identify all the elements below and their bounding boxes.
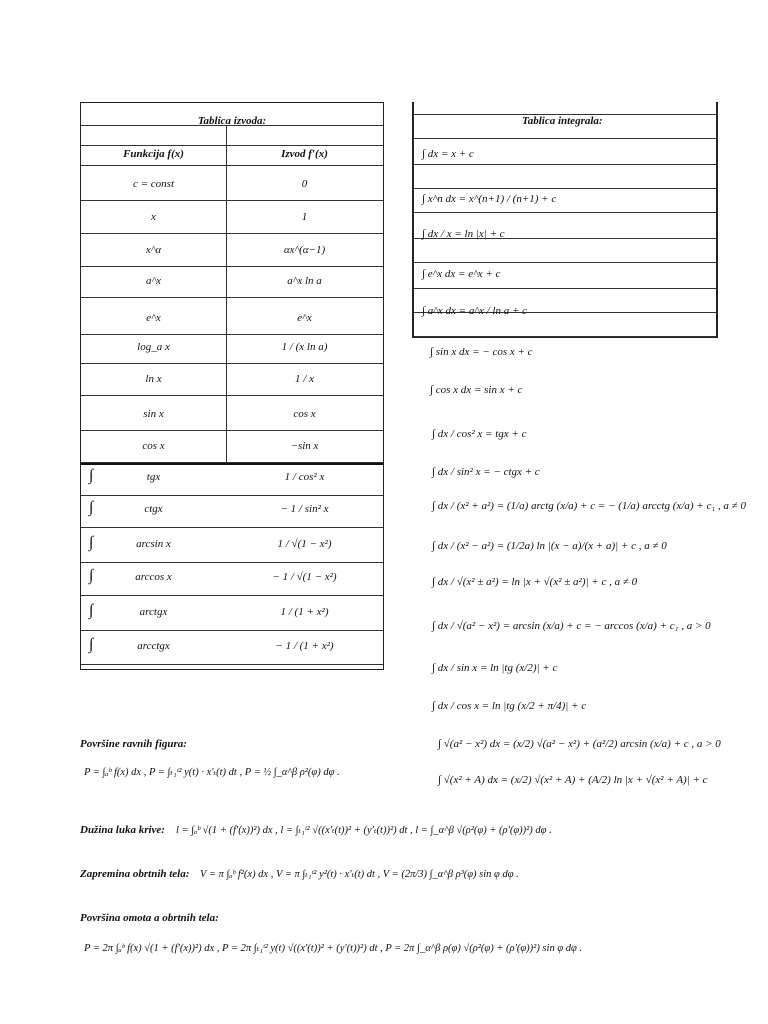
integral-formula-2: ∫ dx / x = ln |x| + c xyxy=(422,228,505,240)
integral-formula-5: ∫ sin x dx = − cos x + c xyxy=(430,346,533,358)
derivative-value-2: αx^(α−1) xyxy=(283,244,326,256)
integral-formula-1: ∫ x^n dx = x^(n+1) / (n+1) + c xyxy=(422,193,557,205)
derivative-value-3: a^x ln a xyxy=(287,275,322,287)
column-header-function: Funkcija f(x) xyxy=(123,148,184,160)
section-formula-1: l = ∫ₐᵇ √(1 + (f′(x))²) dx , l = ∫ₜ₁ᵗ² √((x′ₜ(t))² + (y′ₜ(t))²) dt , l = ∫_α^β √(ρ²(φ) + (ρ′(φ))²) dφ . xyxy=(176,825,552,836)
derivative-function-8: cos x xyxy=(142,440,165,452)
section-title-1: Dužina luka krive: xyxy=(80,824,165,836)
integral-formula-6: ∫ cos x dx = sin x + c xyxy=(430,384,523,396)
derivative-value-13: 1 / (1 + x²) xyxy=(280,606,329,618)
derivative-function-1: x xyxy=(151,211,156,223)
derivative-function-13: arctgx xyxy=(139,606,168,618)
derivative-function-9: tgx xyxy=(146,471,161,483)
derivative-value-8: −sin x xyxy=(290,440,319,452)
derivative-value-14: − 1 / (1 + x²) xyxy=(275,640,334,652)
integral-sign-icon: ∫ xyxy=(89,534,94,551)
integral-formula-15: ∫ √(a² − x²) dx = (x/2) √(a² − x²) + (a²/2) arcsin (x/a) + c , a > 0 xyxy=(438,738,721,750)
column-header-derivative: Izvod f′(x) xyxy=(281,148,328,160)
section-title-2: Zapremina obrtnih tela: xyxy=(80,868,190,880)
section-formula-2: V = π ∫ₐᵇ f²(x) dx , V = π ∫ₜ₁ᵗ² y²(t) · x′ₜ(t) dt , V = (2π/3) ∫_α^β ρ³(φ) sin φ dφ . xyxy=(200,869,519,880)
section-title-3: Površina omota a obrtnih tela: xyxy=(80,912,219,924)
derivative-table-title: Tablica izvoda: xyxy=(197,115,267,127)
derivative-function-10: ctgx xyxy=(144,503,163,515)
integral-formula-9: ∫ dx / (x² + a²) = (1/a) arctg (x/a) + c = − (1/a) arcctg (x/a) + c₁ , a ≠ 0 xyxy=(432,500,746,512)
integral-formula-16: ∫ √(x² + A) dx = (x/2) √(x² + A) + (A/2) ln |x + √(x² + A)| + c xyxy=(438,774,708,786)
integral-formula-7: ∫ dx / cos² x = tgx + c xyxy=(432,428,527,440)
derivative-table xyxy=(80,102,384,670)
integral-formula-14: ∫ dx / cos x = ln |tg (x/2 + π/4)| + c xyxy=(432,700,587,712)
derivative-function-12: arccos x xyxy=(135,571,172,583)
derivative-function-6: ln x xyxy=(145,373,162,385)
integral-sign-icon: ∫ xyxy=(89,602,94,619)
integral-formula-13: ∫ dx / sin x = ln |tg (x/2)| + c xyxy=(432,662,558,674)
derivative-value-5: 1 / (x ln a) xyxy=(281,341,328,353)
derivative-value-12: − 1 / √(1 − x²) xyxy=(272,571,337,583)
integral-formula-0: ∫ dx = x + c xyxy=(422,148,474,160)
integral-sign-icon: ∫ xyxy=(89,467,94,484)
derivative-function-0: c = const xyxy=(132,178,175,190)
integral-formula-11: ∫ dx / √(x² ± a²) = ln |x + √(x² ± a²)| + c , a ≠ 0 xyxy=(432,576,638,588)
derivative-value-9: 1 / cos² x xyxy=(284,471,325,483)
derivative-function-4: e^x xyxy=(146,312,161,324)
integral-table xyxy=(412,102,718,338)
derivative-function-2: x^α xyxy=(145,244,162,256)
integral-sign-icon: ∫ xyxy=(89,499,94,516)
derivative-value-4: e^x xyxy=(297,312,312,324)
derivative-function-5: log_a x xyxy=(137,341,170,353)
integral-formula-10: ∫ dx / (x² − a²) = (1/2a) ln |(x − a)/(x + a)| + c , a ≠ 0 xyxy=(432,540,667,552)
section-formula-0: P = ∫ₐᵇ f(x) dx , P = ∫ₜ₁ᵗ² y(t) · x′ₜ(t) dt , P = ½ ∫_α^β ρ²(φ) dφ . xyxy=(84,767,340,778)
derivative-value-7: cos x xyxy=(293,408,316,420)
section-title-0: Površine ravnih figura: xyxy=(80,738,187,750)
derivative-function-11: arcsin x xyxy=(136,538,171,550)
integral-table-title: Tablica integrala: xyxy=(522,115,603,127)
derivative-function-3: a^x xyxy=(145,275,162,287)
integral-formula-8: ∫ dx / sin² x = − ctgx + c xyxy=(432,466,540,478)
derivative-function-7: sin x xyxy=(143,408,164,420)
integral-formula-4: ∫ a^x dx = a^x / ln a + c xyxy=(422,305,528,317)
integral-formula-12: ∫ dx / √(a² − x²) = arcsin (x/a) + c = − arccos (x/a) + c₁ , a > 0 xyxy=(432,620,711,632)
derivative-value-0: 0 xyxy=(301,178,308,190)
integral-formula-3: ∫ e^x dx = e^x + c xyxy=(422,268,501,280)
derivative-value-6: 1 / x xyxy=(295,373,314,385)
derivative-value-11: 1 / √(1 − x²) xyxy=(277,538,332,550)
derivative-value-10: − 1 / sin² x xyxy=(280,503,329,515)
integral-sign-icon: ∫ xyxy=(89,636,94,653)
section-formula-3: P = 2π ∫ₐᵇ f(x) √(1 + (f′(x))²) dx , P = 2π ∫ₜ₁ᵗ² y(t) √((x′(t))² + (y′(t))²) dt , P = 2π ∫_α^β ρ(φ) √(ρ²(φ) + (ρ′(φ))²) sin φ dφ . xyxy=(84,943,583,954)
derivative-value-1: 1 xyxy=(301,211,308,223)
derivative-function-14: arcctgx xyxy=(137,640,170,652)
integral-sign-icon: ∫ xyxy=(89,567,94,584)
